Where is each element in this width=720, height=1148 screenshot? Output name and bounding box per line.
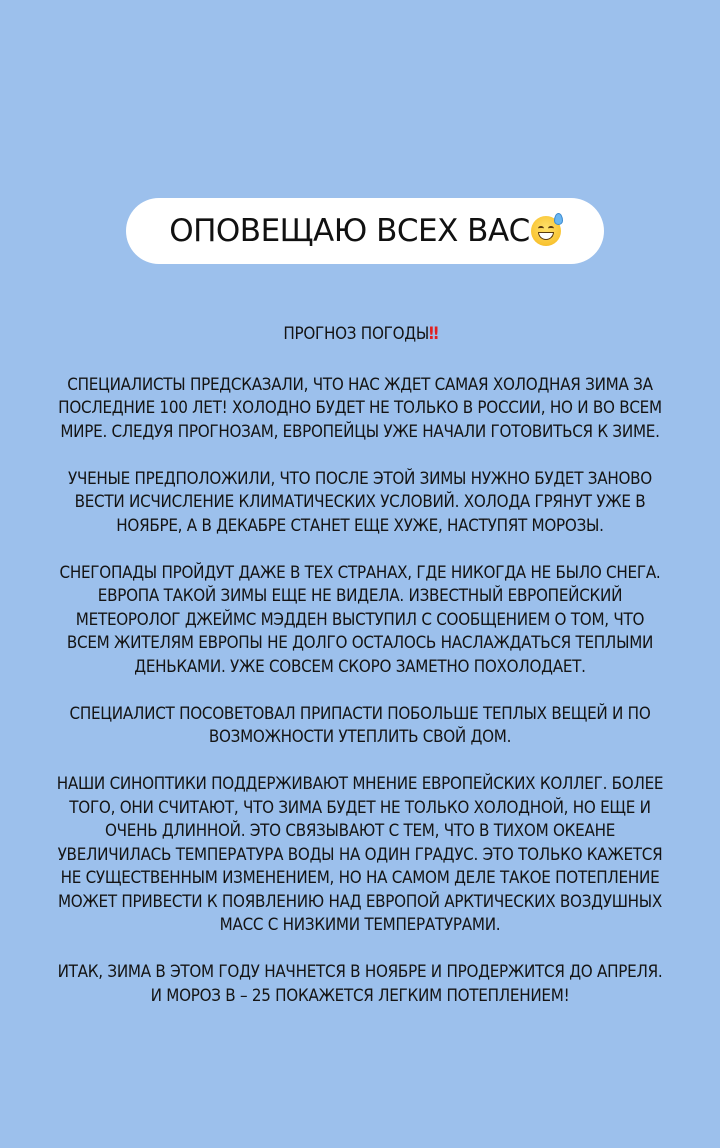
title-sticker: [126, 198, 604, 264]
paragraph-3: СНЕГОПАДЫ ПРОЙДУТ ДАЖЕ В ТЕХ СТРАНАХ, ГДЕ НИКОГДА НЕ БЫЛО СНЕГА. ЕВРОПА ТАКОЙ ЗИМЫ ЕЩЕ НЕ ВИДЕЛА. ИЗВЕСТНЫЙ ЕВРОПЕЙСКИЙ МЕТЕОРОЛОГ ДЖЕЙМС МЭДДЕН ВЫСТУПИЛ С СООБЩЕНИЕМ О ТОМ, ЧТО ВСЕМ ЖИТЕЛЯМ ЕВРОПЫ НЕ ДОЛГО ОСТАЛОСЬ НАСЛАЖДАТЬСЯ ТЕПЛЫМИ ДЕНЬКАМИ. УЖЕ СОВСЕМ СКОРО ЗАМЕТНО ПОХОЛОДАЕТ.: [59, 562, 661, 676]
double-exclamation-icon: ‼: [428, 324, 437, 343]
forecast-heading: [55, 322, 666, 346]
paragraph-1: СПЕЦИАЛИСТЫ ПРЕДСКАЗАЛИ, ЧТО НАС ЖДЕТ САМАЯ ХОЛОДНАЯ ЗИМА ЗА ПОСЛЕДНИЕ 100 ЛЕТ! ХОЛОДНО БУДЕТ НЕ ТОЛЬКО В РОССИИ, НО И ВО ВСЕМ МИРЕ. СЛЕДУЯ ПРОГНОЗАМ, ЕВРОПЕЙЦЫ УЖЕ НАЧАЛИ ГОТОВИТЬСЯ К ЗИМЕ.: [58, 374, 662, 441]
paragraph-5: НАШИ СИНОПТИКИ ПОДДЕРЖИВАЮТ МНЕНИЕ ЕВРОПЕЙСКИХ КОЛЛЕГ. БОЛЕЕ ТОГО, ОНИ СЧИТАЮТ, ЧТО ЗИМА БУДЕТ НЕ ТОЛЬКО ХОЛОДНОЙ, НО ЕЩЕ И ОЧЕНЬ ДЛИННОЙ. ЭТО СВЯЗЫВАЮТ С ТЕМ, ЧТО В ТИХОМ ОКЕАНЕ УВЕЛИЧИЛАСЬ ТЕМПЕРАТУРА ВОДЫ НА ОДИН ГРАДУС. ЭТО ТОЛЬКО КАЖЕТСЯ НЕ СУЩЕСТВЕННЫМ ИЗМЕНЕНИЕМ, НО НА САМОМ ДЕЛЕ ТАКОЕ ПОТЕПЛЕНИЕ МОЖЕТ ПРИВЕСТИ К ПОЯВЛЕНИЮ НАД ЕВРОПОЙ АРКТИЧЕСКИХ ВОЗДУШНЫХ МАСС С НИЗКИМИ ТЕМПЕРАТУРАМИ.: [56, 774, 664, 934]
story-title: ОПОВЕЩАЮ ВСЕХ ВАС: [169, 213, 530, 249]
story-text-block: [55, 322, 666, 1031]
paragraph-6: ИТАК, ЗИМА В ЭТОМ ГОДУ НАЧНЕТСЯ В НОЯБРЕ И ПРОДЕРЖИТСЯ ДО АПРЕЛЯ. И МОРОЗ В – 25 ПОКАЖЕТСЯ ЛЕГКИМ ПОТЕПЛЕНИЕМ!: [57, 962, 663, 1005]
forecast-heading-text: ПРОГНОЗ ПОГОДЫ: [283, 324, 429, 343]
paragraph-4: СПЕЦИАЛИСТ ПОСОВЕТОВАЛ ПРИПАСТИ ПОБОЛЬШЕ ТЕПЛЫХ ВЕЩЕЙ И ПО ВОЗМОЖНОСТИ УТЕПЛИТЬ СВОЙ ДОМ.: [69, 703, 651, 746]
sweat-smile-emoji-icon: [531, 216, 561, 246]
paragraph-2: УЧЕНЫЕ ПРЕДПОЛОЖИЛИ, ЧТО ПОСЛЕ ЭТОЙ ЗИМЫ НУЖНО БУДЕТ ЗАНОВО ВЕСТИ ИСЧИСЛЕНИЕ КЛИМАТИЧЕСКИХ УСЛОВИЙ. ХОЛОДА ГРЯНУТ УЖЕ В НОЯБРЕ, А В ДЕКАБРЕ СТАНЕТ ЕЩЕ ХУЖЕ, НАСТУПЯТ МОРОЗЫ.: [68, 468, 652, 535]
